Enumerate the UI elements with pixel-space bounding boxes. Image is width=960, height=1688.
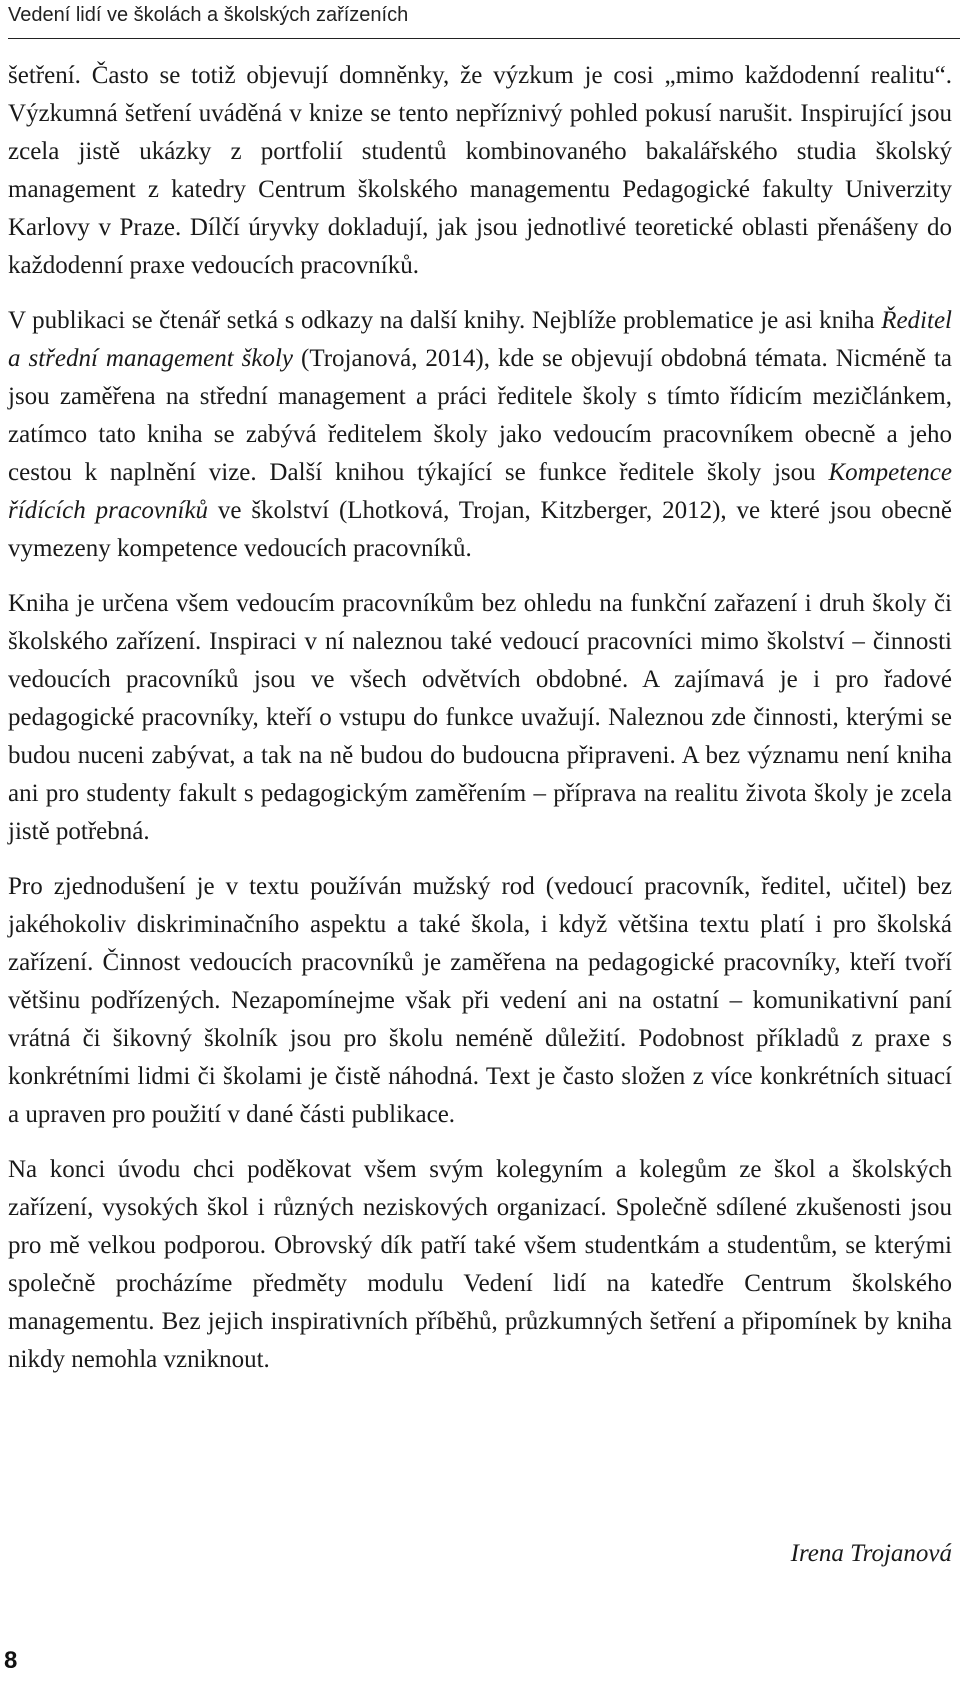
paragraph-text: Pro zjednodušení je v textu používán mužský rod (vedoucí pracovník, ředitel, učitel) bez jakéhokoliv diskriminačního aspektu a také škola, i když většina textu platí i pro školská zařízení. Činnost vedoucích pracovníků je zaměřena na pedagogické pracovníky, kteří tvoří většinu podřízených. Nezapomínejme však při vedení ani na ostatní – komunikativní paní vrátná či šikovný školník jsou pro školu neméně důležití. Podobnost příkladů z praxe s konkrétními lidmi či školami je čistě náhodná. Text je často složen z více konkrétních situací a upraven pro použití v dané části publikace. (8, 873, 952, 1128)
paragraph-text: V publikaci se čtenář setká s odkazy na další knihy. Nejblíže problematice je asi kniha (8, 307, 882, 334)
paragraph (8, 868, 952, 1134)
paragraph (8, 302, 952, 568)
paragraph-text: (Trojanová, 2014), kde se objevují obdobná témata. Nicméně ta jsou zaměřena na střední management a práci ředitele školy s tímto řídicím mezičlánkem, zatímco tato kniha se zabývá ředitelem školy jako vedoucím pracovníkem obecně a jeho cestou k naplnění vize. Další knihou týkající se funkce ředitele školy jsou (8, 345, 953, 486)
paragraph (8, 585, 952, 851)
running-header-title: Vedení lidí ve školách a školských zařízeních (8, 4, 409, 26)
author-signature: Irena Trojanová (790, 1540, 952, 1567)
paragraph (8, 57, 952, 285)
paragraph-text: Na konci úvodu chci poděkovat všem svým kolegyním a kolegům ze škol a školských zařízení, vysokých škol i různých neziskových organizací. Společně sdílené zkušenosti jsou pro mě velkou podporou. Obrovský dík patří také všem studentkám a studentům, se kterými společně procházíme předměty modulu Vedení lidí na katedře Centrum školského managementu. Bez jejich inspirativních příběhů, průzkumných šetření a připomínek by kniha nikdy nemohla vzniknout. (8, 1156, 952, 1373)
running-header (8, 0, 960, 39)
book-title-italic: Kompetence řídících pracovníků (8, 459, 952, 524)
paragraph-text: ve školství (Lhotková, Trojan, Kitzberger, 2012), ve které jsou obecně vymezeny kompetence vedoucích pracovníků. (8, 497, 952, 562)
book-title-italic: Ředitel a střední management školy (8, 307, 952, 372)
page-number: 8 (4, 1647, 18, 1674)
paragraph-text: šetření. Často se totiž objevují domněnky, že výzkum je cosi „mimo každodenní realitu“. Výzkumná šetření uváděná v knize se tento nepříznivý pohled pokusí narušit. Inspirující jsou zcela jistě ukázky z portfolií studentů kombinovaného bakalářského studia školský management z katedry Centrum školského managementu Pedagogické fakulty Univerzity Karlovy v Praze. Dílčí úryvky dokladují, jak jsou jednotlivé teoretické oblasti přenášeny do každodenní praxe vedoucích pracovníků. (8, 62, 952, 279)
paragraph (8, 1151, 952, 1379)
body-text (8, 57, 952, 1396)
paragraph-text: Kniha je určena všem vedoucím pracovníkům bez ohledu na funkční zařazení i druh školy či školského zařízení. Inspiraci v ní naleznou také vedoucí pracovníci mimo školství – činnosti vedoucích pracovníků jsou ve všech odvětvích obdobné. A zajímavá je i pro řadové pedagogické pracovníky, kteří o vstupu do funkce uvažují. Naleznou zde činnosti, kterými se budou nuceni zabývat, a tak na ně budou do budoucna připraveni. A bez významu není kniha ani pro studenty fakult s pedagogickým zaměřením – příprava na realitu života školy je zcela jistě potřebná. (8, 590, 952, 845)
